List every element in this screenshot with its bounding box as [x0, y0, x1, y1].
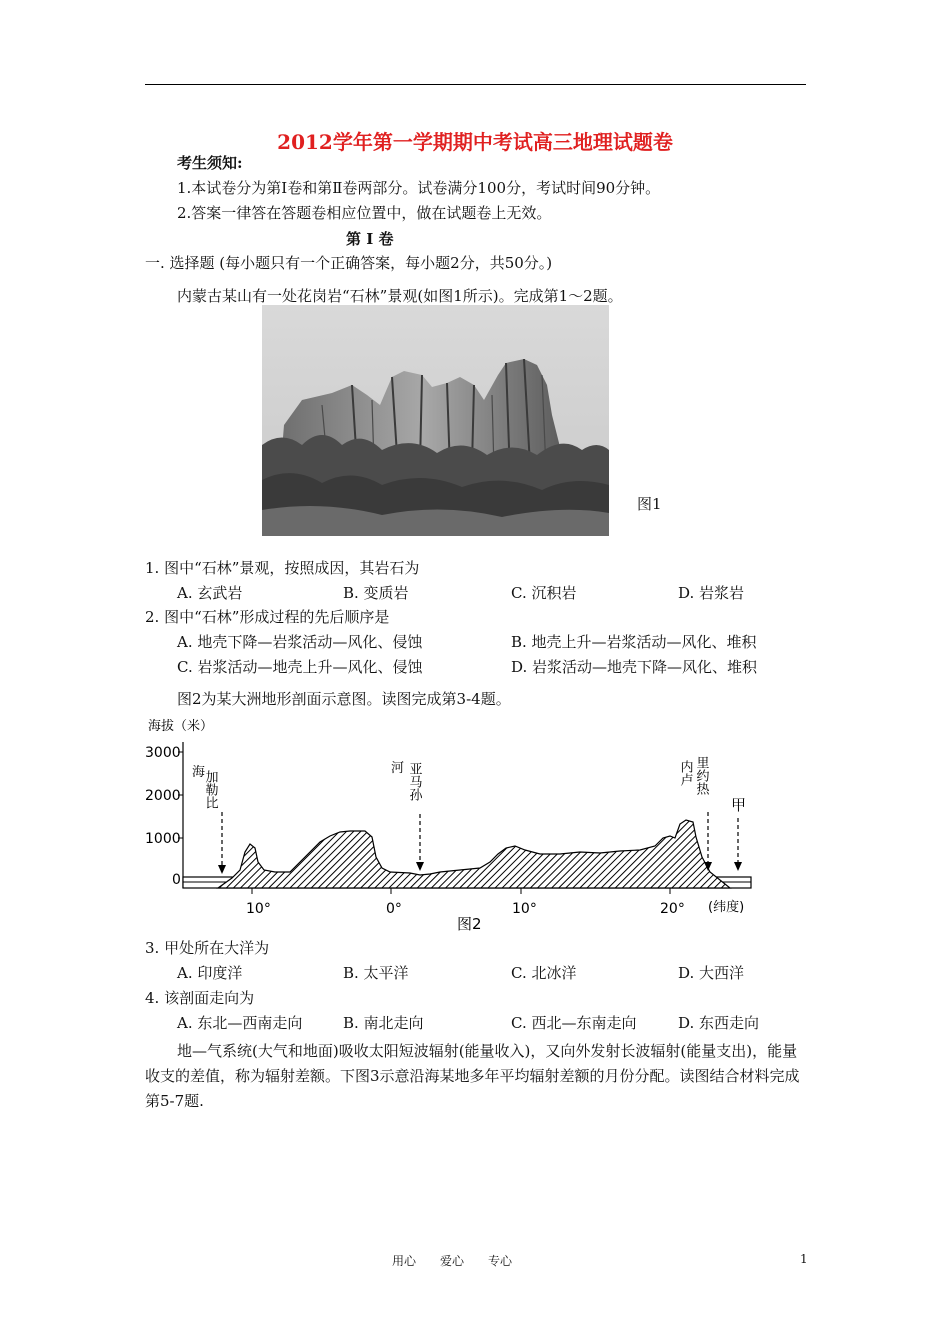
- question-option: D. 岩浆岩: [678, 584, 745, 602]
- footer-motto: 用心 爱心 专心: [392, 1254, 513, 1268]
- question-option: C. 沉积岩: [511, 584, 577, 602]
- y-axis-label: 海拔（米）: [148, 719, 214, 734]
- y-tick-label: 1000: [145, 831, 181, 847]
- question-stem: 2. 图中“石林”形成过程的先后顺序是: [145, 608, 390, 626]
- intro-question-1-2: 内蒙古某山有一处花岗岩“石林”景观(如图1所示)。完成第1～2题。: [177, 287, 623, 305]
- question-option: D. 大西洋: [678, 964, 745, 982]
- header-rule: [145, 84, 806, 85]
- label-caribbean-sea: 海: [192, 765, 206, 780]
- stone-forest-photo: [262, 305, 609, 536]
- label-amazon-river: 亚马孙: [406, 762, 422, 801]
- question-option: D. 岩浆活动—地壳下降—风化、堆积: [511, 658, 758, 676]
- question-option: A. 地壳下降—岩浆活动—风化、侵蚀: [177, 633, 423, 651]
- x-tick-label: 10°: [512, 901, 537, 917]
- figure-2-caption: 图2: [457, 915, 482, 933]
- question-option: C. 西北—东南走向: [511, 1014, 637, 1032]
- question-option: C. 岩浆活动—地壳上升—风化、侵蚀: [177, 658, 423, 676]
- question-option: A. 东北—西南走向: [177, 1014, 303, 1032]
- label-jia: 甲: [731, 796, 747, 814]
- question-option: B. 地壳上升—岩浆活动—风化、堆积: [511, 633, 757, 651]
- x-tick-label: 20°: [660, 901, 685, 917]
- page-title: 2012学年第一学期期中考试高三地理试题卷: [277, 130, 673, 154]
- figure-1-caption: 图1: [637, 495, 662, 513]
- x-tick-label: 10°: [246, 901, 271, 917]
- page-number: 1: [800, 1252, 808, 1266]
- label-rio-de-janeiro: 里约热: [693, 756, 709, 795]
- notice-item: 1.本试卷分为第Ⅰ卷和第Ⅱ卷两部分。试卷满分100分，考试时间90分钟。: [177, 179, 661, 197]
- y-tick-label: 2000: [145, 788, 181, 804]
- question-stem: 1. 图中“石林”景观，按照成因，其岩石为: [145, 559, 420, 577]
- notice-heading: 考生须知:: [177, 154, 243, 172]
- question-stem: 4. 该剖面走向为: [145, 989, 255, 1007]
- notice-item: 2.答案一律答在答题卷相应位置中，做在试题卷上无效。: [177, 204, 552, 222]
- question-option: A. 印度洋: [177, 964, 243, 982]
- question-stem: 3. 甲处所在大洋为: [145, 939, 270, 957]
- question-option: B. 南北走向: [343, 1014, 424, 1032]
- question-option: D. 东西走向: [678, 1014, 760, 1032]
- section-title: 一. 选择题 (每小题只有一个正确答案，每小题2分，共50分。): [145, 254, 553, 272]
- part-title: 第 Ⅰ 卷: [346, 230, 394, 248]
- question-option: B. 变质岩: [343, 584, 409, 602]
- label-amazon-river: 河: [391, 761, 405, 776]
- intro-question-3-4: 图2为某大洲地形剖面示意图。读图完成第3-4题。: [177, 690, 511, 708]
- question-option: C. 北冰洋: [511, 964, 577, 982]
- question-option: A. 玄武岩: [177, 584, 243, 602]
- y-tick-label: 3000: [145, 745, 181, 761]
- intro-question-5-7: 地—气系统(大气和地面)吸收太阳短波辐射(能量收入)，又向外发射长波辐射(能量支出)，能量收支的差值，称为辐射差额。下图3示意沿海某地多年平均辐射差额的月份分配。读图结合材料完成第5-7题.: [145, 1042, 800, 1110]
- label-caribbean-sea: 加勒比: [202, 770, 218, 809]
- terrain-profile: [218, 820, 730, 888]
- terrain-profile-diagram: [140, 712, 780, 942]
- question-option: B. 太平洋: [343, 964, 409, 982]
- y-tick-label: 0: [172, 872, 181, 888]
- x-axis-unit: (纬度): [708, 900, 745, 915]
- x-tick-label: 0°: [386, 901, 402, 917]
- label-rio-de-janeiro: 内卢: [677, 760, 693, 786]
